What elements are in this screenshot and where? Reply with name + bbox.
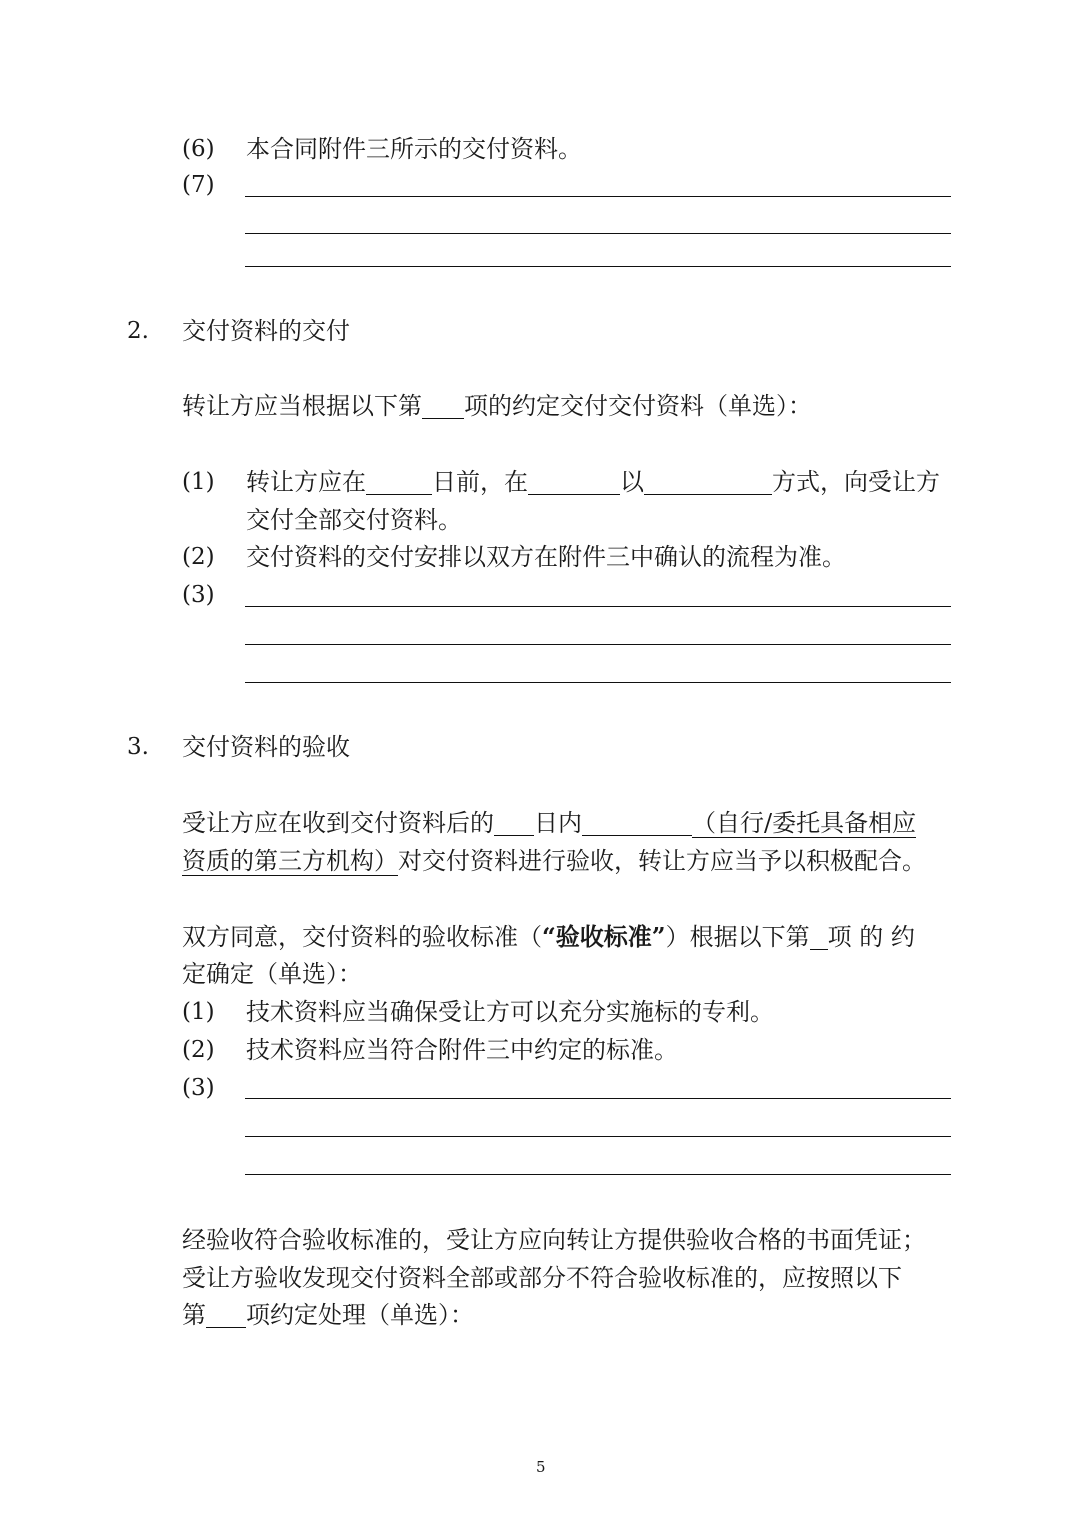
- item-text: 技术资料应当符合附件三中约定的标准。: [246, 1036, 678, 1064]
- blank-choice-field[interactable]: [810, 925, 828, 950]
- blank-fill-line[interactable]: [245, 1174, 951, 1175]
- blank-method-field[interactable]: [644, 470, 772, 495]
- item-text: 转让方应在 日前，在 以 方式，向受让方: [246, 468, 940, 496]
- blank-inspector-field[interactable]: [582, 811, 692, 836]
- blank-fill-line[interactable]: [245, 1136, 951, 1137]
- section-intro: 转让方应当根据以下第 项的约定交付交付资料（单选）：: [182, 392, 812, 420]
- paragraph-line: 资质的第三方机构）对交付资料进行验收，转让方应当予以积极配合。: [182, 847, 926, 875]
- blank-days-field[interactable]: [494, 811, 534, 836]
- section-number: 2.: [127, 318, 149, 344]
- item-number: (2): [182, 1037, 215, 1063]
- item-text: 技术资料应当确保受让方可以充分实施标的专利。: [246, 998, 774, 1026]
- item-number: (7): [182, 172, 215, 198]
- item-text: 本合同附件三所示的交付资料。: [246, 135, 582, 163]
- blank-fill-line[interactable]: [245, 606, 951, 607]
- paragraph-line: 第 项约定处理（单选）：: [182, 1301, 474, 1329]
- blank-choice-field[interactable]: [206, 1303, 246, 1328]
- blank-place-field[interactable]: [528, 470, 620, 495]
- section-number: 3.: [127, 734, 149, 760]
- item-number: (6): [182, 136, 215, 162]
- blank-fill-line[interactable]: [245, 196, 951, 197]
- item-number: (1): [182, 469, 215, 495]
- item-number: (1): [182, 999, 215, 1025]
- item-text: 交付资料的交付安排以双方在附件三中确认的流程为准。: [246, 543, 846, 571]
- item-text-continued: 交付全部交付资料。: [246, 506, 462, 534]
- blank-fill-line[interactable]: [245, 644, 951, 645]
- blank-fill-line[interactable]: [245, 233, 951, 234]
- section-heading: 交付资料的验收: [182, 733, 350, 761]
- page-number: 5: [536, 1458, 546, 1476]
- blank-choice-field[interactable]: [422, 394, 464, 419]
- paragraph-line: 双方同意，交付资料的验收标准（“验收标准”）根据以下第 项 的 约: [182, 922, 915, 951]
- section-heading: 交付资料的交付: [182, 317, 350, 345]
- item-number: (3): [182, 1075, 215, 1101]
- blank-date-field[interactable]: [366, 470, 432, 495]
- blank-fill-line[interactable]: [245, 1098, 951, 1099]
- blank-fill-line[interactable]: [245, 266, 951, 267]
- item-number: (3): [182, 582, 215, 608]
- blank-fill-line[interactable]: [245, 682, 951, 683]
- paragraph-line: 经验收符合验收标准的，受让方应向转让方提供验收合格的书面凭证；: [182, 1226, 926, 1254]
- paragraph-line: 受让方验收发现交付资料全部或部分不符合验收标准的，应按照以下: [182, 1264, 902, 1292]
- item-number: (2): [182, 544, 215, 570]
- paragraph-line: 定确定（单选）：: [182, 960, 362, 988]
- paragraph-line: 受让方应在收到交付资料后的 日内 （自行/委托具备相应: [182, 809, 917, 837]
